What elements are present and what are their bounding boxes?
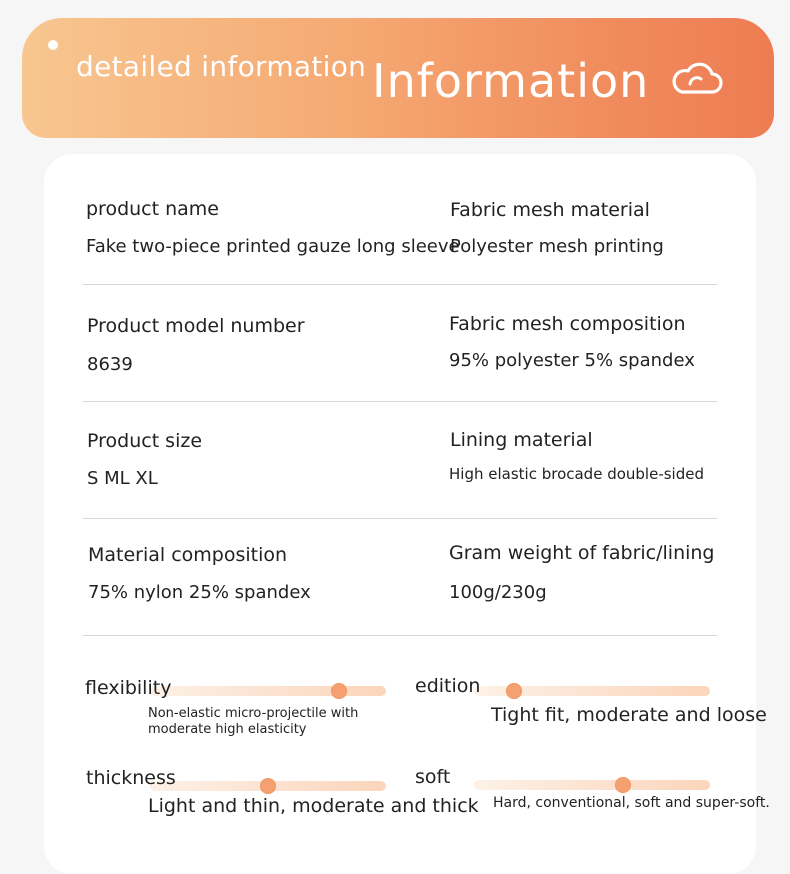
row-divider xyxy=(83,401,717,402)
flexibility-marker xyxy=(331,683,347,699)
detail-label: Fabric mesh composition xyxy=(449,313,686,335)
detail-value: 8639 xyxy=(87,354,133,375)
flexibility-desc: Non-elastic micro-projectile with xyxy=(148,706,359,721)
detail-label: product name xyxy=(86,198,219,220)
soft-marker xyxy=(615,777,631,793)
detail-value: High elastic brocade double-sided xyxy=(449,465,704,483)
edition-marker xyxy=(506,683,522,699)
thickness-scale xyxy=(150,781,386,791)
soft-label: soft xyxy=(415,766,451,788)
thickness-desc: Light and thin, moderate and thick xyxy=(148,795,479,817)
thickness-label: thickness xyxy=(86,767,176,789)
detail-value: S ML XL xyxy=(87,468,158,489)
detail-value: Fake two-piece printed gauze long sleeve xyxy=(86,236,460,257)
row-divider xyxy=(83,635,717,636)
detail-value: Polyester mesh printing xyxy=(450,236,664,257)
edition-desc: Tight fit, moderate and loose xyxy=(491,704,767,726)
soft-desc: Hard, conventional, soft and super-soft. xyxy=(493,795,770,811)
info-card xyxy=(44,154,756,874)
header-banner xyxy=(22,18,774,138)
detail-value: 95% polyester 5% spandex xyxy=(449,350,695,371)
row-divider xyxy=(83,284,717,285)
detail-value: 100g/230g xyxy=(449,582,547,603)
detail-value: 75% nylon 25% spandex xyxy=(88,582,311,603)
detail-label: Product size xyxy=(87,430,203,452)
flexibility-label: flexibility xyxy=(85,677,172,699)
banner-dot xyxy=(48,40,58,50)
detail-label: Gram weight of fabric/lining xyxy=(449,542,715,564)
cloud-icon xyxy=(668,62,724,98)
detail-label: Material composition xyxy=(88,544,288,566)
edition-scale xyxy=(474,686,710,696)
row-divider xyxy=(83,518,717,519)
detail-label: Lining material xyxy=(450,429,593,451)
detail-label: Product model number xyxy=(87,315,305,337)
flexibility-desc-line2: moderate high elasticity xyxy=(148,722,307,737)
soft-scale xyxy=(474,780,710,790)
banner-title: Information xyxy=(372,54,650,108)
thickness-marker xyxy=(260,778,276,794)
flexibility-scale xyxy=(150,686,386,696)
edition-label: edition xyxy=(415,675,481,697)
detail-label: Fabric mesh material xyxy=(450,199,650,221)
banner-subtitle: detailed information xyxy=(76,50,367,83)
